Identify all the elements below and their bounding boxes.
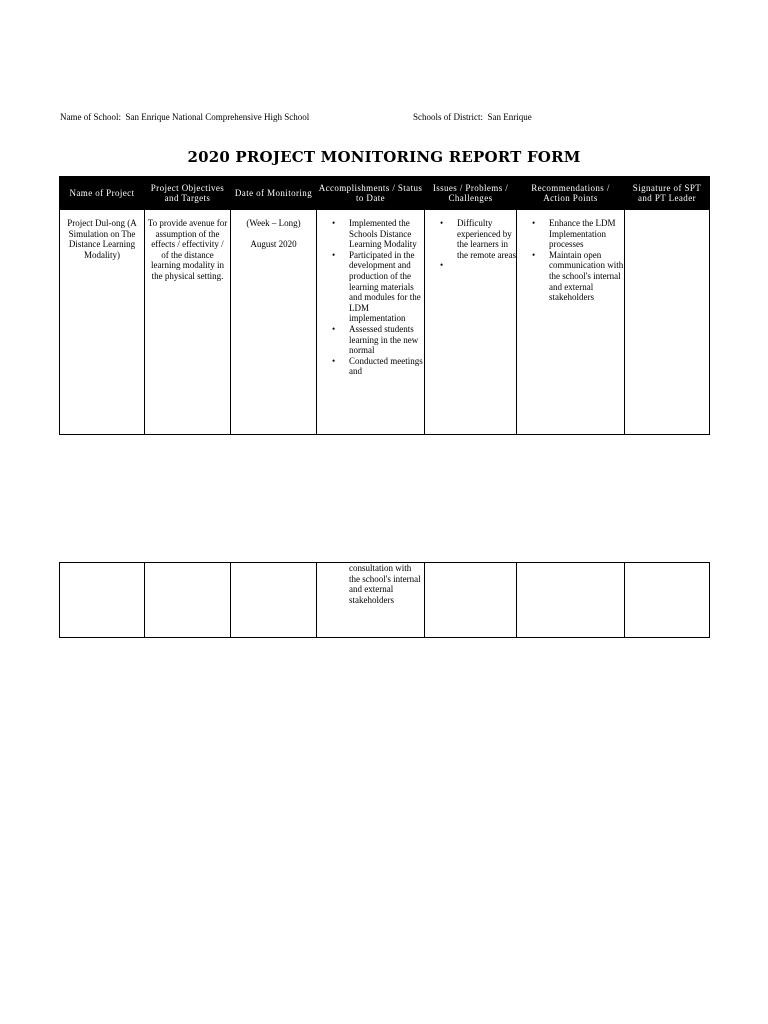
cell-project-name-cont [60,563,145,638]
recommendations-list [517,218,624,303]
cell-signature-cont[interactable] [625,563,710,638]
report-table-continuation [59,562,710,638]
col-header-issues: Issues / Problems / Challenges [425,177,517,210]
cell-issues-cont [425,563,517,638]
page-title: 2020 PROJECT MONITORING REPORT FORM [187,148,581,166]
accomplishments-list [317,218,424,377]
report-table [59,176,710,435]
list-item: • Difficulty experienced by the learners in the remote areas [457,218,516,260]
list-item: • Implemented the Schools Distance Learning Modality [349,218,424,250]
district-info: Schools of District: San Enrique [413,112,532,122]
date-month: August 2020 [250,238,297,249]
col-header-signature: Signature of SPT and PT Leader [625,177,710,210]
school-name: San Enrique National Comprehensive High School [125,112,310,122]
list-item: • Participated in the development and production of the learning materials and modules for the LDM implementation [349,250,424,324]
list-item: • Assessed students learning in the new normal [349,324,424,356]
list-item [457,260,516,270]
issues-list [425,218,516,270]
table-row [60,210,710,435]
date-range: (Week – Long) [246,218,301,228]
list-item: • Maintain open communication with the school's internal and external stakeholders [549,250,624,303]
list-item: • Conducted meetings and [349,356,424,377]
cell-objectives: To provide avenue for assumption of the effects / effectivity / of the distance learning modality in the physical setting. [145,210,231,435]
col-header-recommendations: Recommendations / Action Points [517,177,625,210]
cell-project-name: Project Dul-ong (A Simulation on The Distance Learning Modality) [60,210,145,435]
cell-recommendations-cont [517,563,625,638]
col-header-accomplishments: Accomplishments / Status to Date [317,177,425,210]
district-name: San Enrique [487,112,532,122]
cell-date [231,210,317,435]
cell-date-cont [231,563,317,638]
table-header-row [60,177,710,210]
school-info: Name of School: San Enrique National Comprehensive High School [60,112,310,122]
cell-accomplishments [317,210,425,435]
cell-accomplishments-cont: consultation with the school's internal and external stakeholders [317,563,425,638]
cell-recommendations [517,210,625,435]
col-header-objectives: Project Objectives and Targets [145,177,231,210]
list-item: • Enhance the LDM Implementation processes [549,218,624,250]
col-header-date: Date of Monitoring [231,177,317,210]
cell-objectives-cont [145,563,231,638]
col-header-project-name: Name of Project [60,177,145,210]
cell-signature[interactable] [625,210,710,435]
cell-issues [425,210,517,435]
table-row [60,563,710,638]
